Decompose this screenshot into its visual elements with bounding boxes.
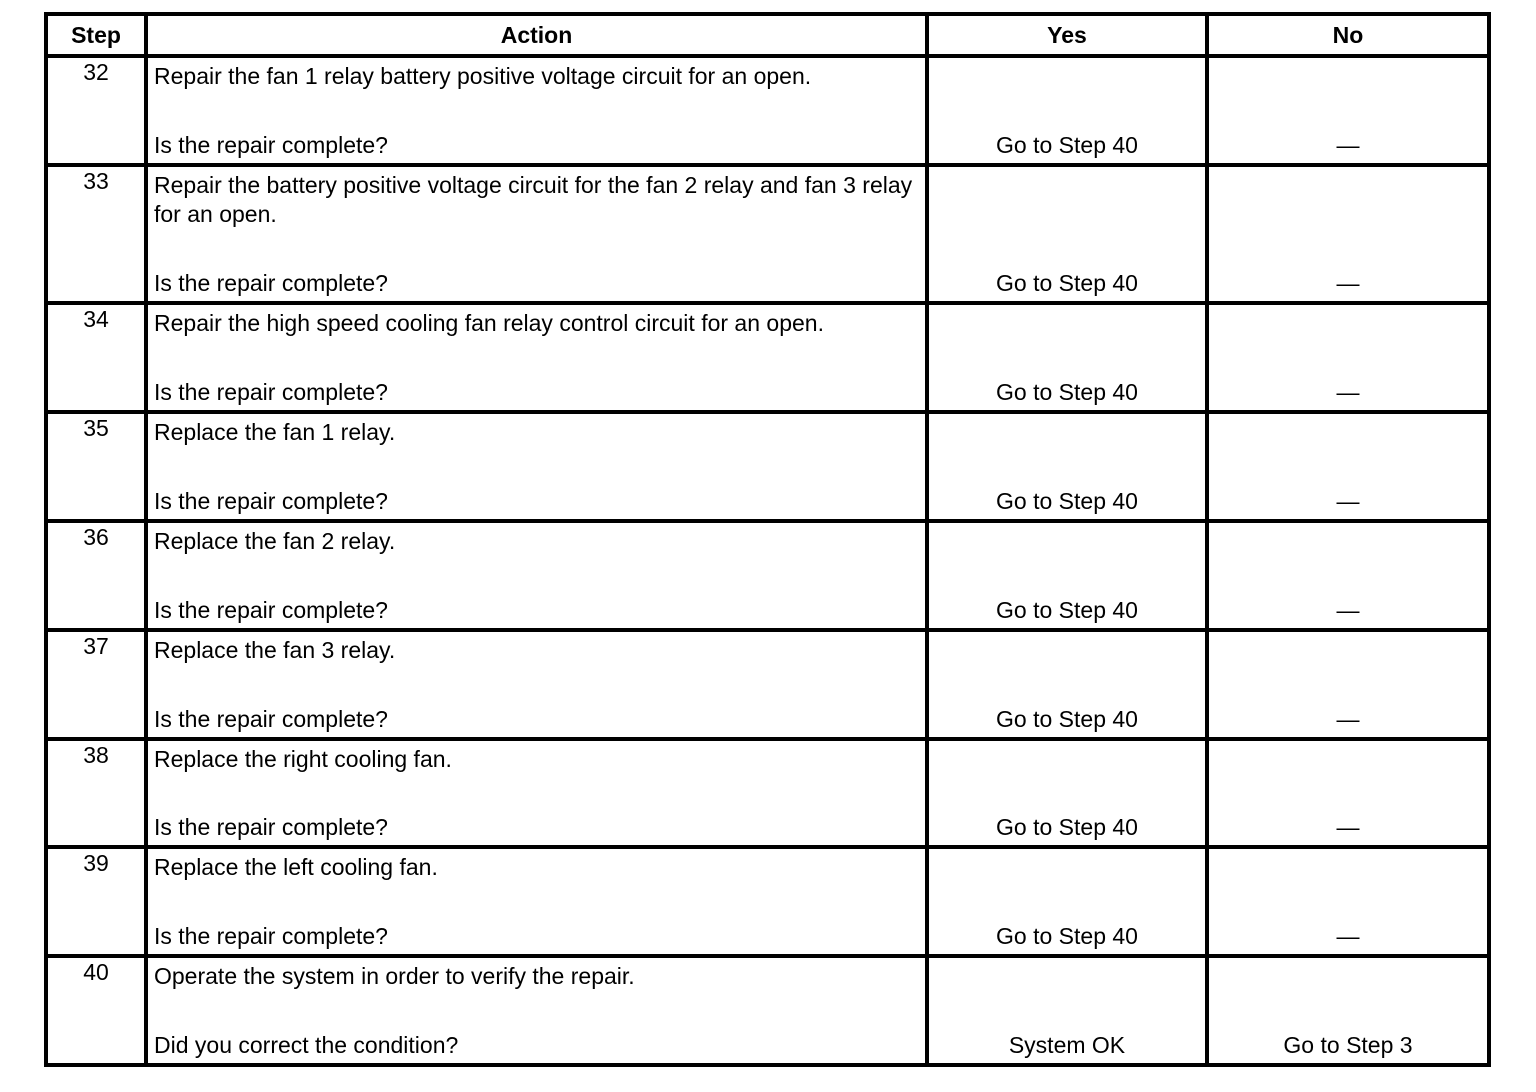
no-result: — <box>1336 814 1360 841</box>
yes-cell <box>927 165 1207 304</box>
yes-result: Go to Step 40 <box>996 596 1138 623</box>
table-row <box>46 412 1489 521</box>
question-text: Is the repair complete? <box>154 814 388 841</box>
step-number: 36 <box>46 521 146 630</box>
yes-result: System OK <box>1008 1032 1126 1058</box>
header-yes: Yes <box>927 14 1207 56</box>
yes-cell <box>927 630 1207 739</box>
action-text: Replace the fan 3 relay. <box>154 636 396 663</box>
yes-result: Go to Step 40 <box>996 487 1138 514</box>
action-cell <box>146 739 927 848</box>
action-cell <box>146 56 927 165</box>
table-row <box>46 956 1489 1065</box>
table-row <box>46 847 1489 956</box>
question-text: Is the repair complete? <box>154 923 388 950</box>
question-text: Is the repair complete? <box>154 131 388 158</box>
no-cell <box>1207 847 1489 956</box>
table-header-row <box>46 14 1489 56</box>
yes-result: Go to Step 40 <box>996 814 1138 841</box>
action-cell <box>146 521 927 630</box>
table-row <box>46 56 1489 165</box>
step-number: 33 <box>46 165 146 304</box>
action-cell <box>146 630 927 739</box>
step-number: 39 <box>46 847 146 956</box>
no-cell <box>1207 956 1489 1065</box>
no-cell <box>1207 521 1489 630</box>
yes-cell <box>927 956 1207 1065</box>
action-cell <box>146 165 927 304</box>
no-result: — <box>1336 487 1360 514</box>
yes-result: Go to Step 40 <box>996 705 1138 732</box>
action-text: Replace the right cooling fan. <box>154 745 452 772</box>
question-text: Is the repair complete? <box>154 596 388 623</box>
header-action: Action <box>146 14 927 56</box>
no-result: — <box>1336 131 1360 158</box>
no-cell <box>1207 303 1489 412</box>
action-text: Operate the system in order to verify the repair. <box>154 963 635 990</box>
question-text: Is the repair complete? <box>154 487 388 514</box>
yes-cell <box>927 847 1207 956</box>
yes-cell <box>927 521 1207 630</box>
action-cell <box>146 412 927 521</box>
question-text: Did you correct the condition? <box>154 1032 459 1058</box>
no-result: — <box>1336 379 1360 406</box>
action-text: Replace the fan 2 relay. <box>154 527 396 554</box>
table-row <box>46 739 1489 848</box>
no-result: — <box>1336 923 1360 950</box>
step-number: 34 <box>46 303 146 412</box>
diagnostic-table <box>44 12 1491 1067</box>
step-number: 32 <box>46 56 146 165</box>
step-number: 35 <box>46 412 146 521</box>
table-row <box>46 521 1489 630</box>
action-text: Repair the high speed cooling fan relay control circuit for an open. <box>154 310 824 337</box>
no-result: Go to Step 3 <box>1283 1032 1413 1058</box>
action-cell <box>146 303 927 412</box>
action-text: Repair the fan 1 relay battery positive voltage circuit for an open. <box>154 63 812 89</box>
action-cell <box>146 847 927 956</box>
yes-result: Go to Step 40 <box>996 131 1138 158</box>
step-number: 40 <box>46 956 146 1065</box>
action-text: Replace the left cooling fan. <box>154 854 438 881</box>
table-row <box>46 303 1489 412</box>
yes-cell <box>927 303 1207 412</box>
yes-cell <box>927 739 1207 848</box>
no-result: — <box>1336 270 1360 297</box>
step-number: 37 <box>46 630 146 739</box>
yes-result: Go to Step 40 <box>996 379 1138 406</box>
no-result: — <box>1336 596 1360 623</box>
no-result: — <box>1336 705 1360 732</box>
yes-result: Go to Step 40 <box>996 923 1138 950</box>
header-no: No <box>1207 14 1489 56</box>
header-step: Step <box>46 14 146 56</box>
no-cell <box>1207 165 1489 304</box>
question-text: Is the repair complete? <box>154 379 388 406</box>
action-text: Replace the fan 1 relay. <box>154 419 396 446</box>
step-number: 38 <box>46 739 146 848</box>
question-text: Is the repair complete? <box>154 705 388 732</box>
yes-cell <box>927 56 1207 165</box>
table-row <box>46 630 1489 739</box>
table-row <box>46 165 1489 304</box>
no-cell <box>1207 630 1489 739</box>
no-cell <box>1207 412 1489 521</box>
no-cell <box>1207 739 1489 848</box>
yes-cell <box>927 412 1207 521</box>
action-cell <box>146 956 927 1065</box>
no-cell <box>1207 56 1489 165</box>
question-text: Is the repair complete? <box>154 270 388 297</box>
yes-result: Go to Step 40 <box>996 270 1138 297</box>
action-text: Repair the battery positive voltage circuit for the fan 2 relay and fan 3 relay for an open. <box>154 171 913 227</box>
